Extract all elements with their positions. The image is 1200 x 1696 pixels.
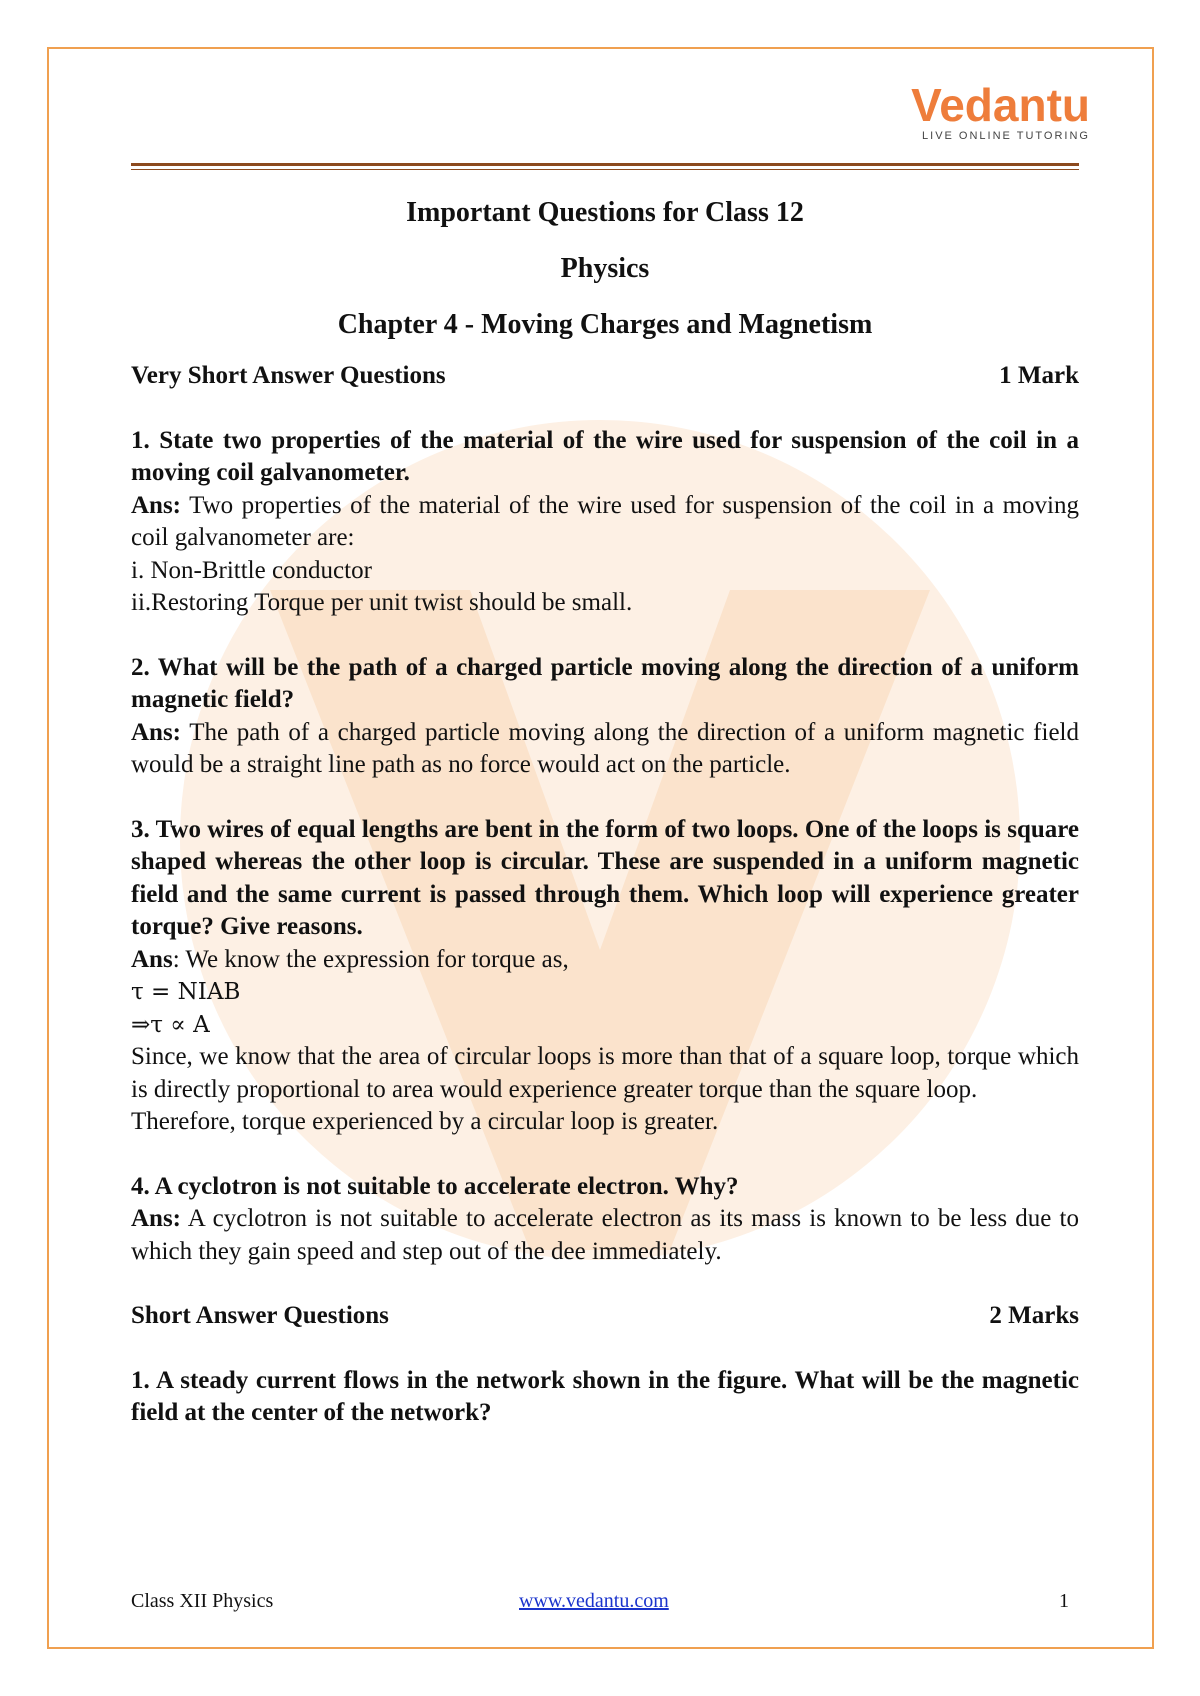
title-line-2: Physics [560,253,650,284]
header-rule-thin [131,169,1079,170]
section-marks: 1 Mark [999,362,1079,389]
answer-conclusion: Therefore, torque experienced by a circular loop is greater. [131,1108,719,1135]
chapter-title: Chapter 4 - Moving Charges and Magnetism [337,309,873,340]
answer-point-2: ii.Restoring Torque per unit twist should be small. [131,589,633,616]
answer-1 [131,490,1079,620]
answer-label: Ans [131,945,173,973]
answer-text: : We know the expression for torque as, [172,945,569,973]
question-2: 2. What will be the path of a charged particle moving along the direction of a uniform magnetic field? [131,653,1079,713]
answer-label: Ans: [131,1205,182,1232]
logo-tagline: LIVE ONLINE TUTORING [922,130,1090,142]
short-question-1: 1. A steady current flows in the network shown in the figure. What will be the magnetic field at the center of the network? [131,1366,1079,1426]
document-body [131,196,1079,1430]
answer-2 [131,717,1079,782]
question-3: 3. Two wires of equal lengths are bent in the form of two loops. One of the loops is square shaped whereas the other loop is circular. These are suspended in a uniform magnetic field and the same current is passed through them. Which loop will experience greater torque? Give reasons. [131,815,1079,940]
answer-text: Two properties of the material of the wire used for suspension of the coil in a moving coil galvanometer are: [131,491,1079,551]
answer-text: The path of a charged particle moving along the direction of a uniform magnetic field would be a straight line path as no force would act on the particle. [131,718,1079,778]
page-number: 1 [1059,1590,1069,1612]
footer-website-link[interactable]: www.vedantu.com [519,1590,669,1612]
vedantu-logo [910,79,1090,152]
header-rule [131,163,1079,166]
section-header-short [131,1300,1079,1333]
section-label: Short Answer Questions [131,1302,389,1329]
section-marks: 2 Marks [989,1302,1079,1329]
section-header-very-short [131,360,1079,393]
question-1: 1. State two properties of the material of the wire used for suspension of the coil in a moving coil galvanometer. [131,426,1079,486]
section-label: Very Short Answer Questions [131,362,446,389]
answer-label: Ans: [131,718,182,746]
answer-label: Ans: [131,491,182,519]
answer-4 [131,1203,1079,1268]
proportionality-equation: ⇒τ ∝ A [131,1011,210,1038]
answer-explanation: Since, we know that the area of circular loops is more than that of a square loop, torque which is directly proportional to area would experience greater torque than the square loop. [131,1043,1079,1103]
title-line-1: Important Questions for Class 12 [406,197,804,228]
footer-class-label: Class XII Physics [131,1590,274,1612]
answer-3 [131,944,1079,1139]
logo-wordmark: Vedantu [911,79,1090,131]
question-4: 4. A cyclotron is not suitable to accelerate electron. Why? [131,1172,739,1200]
torque-equation: τ = NIAB [131,979,241,1005]
answer-text: A cyclotron is not suitable to accelerate electron as its mass is known to be less due to which they gain speed and step out of the dee immediately. [131,1205,1079,1265]
answer-point-1: i. Non-Brittle conductor [131,556,372,584]
